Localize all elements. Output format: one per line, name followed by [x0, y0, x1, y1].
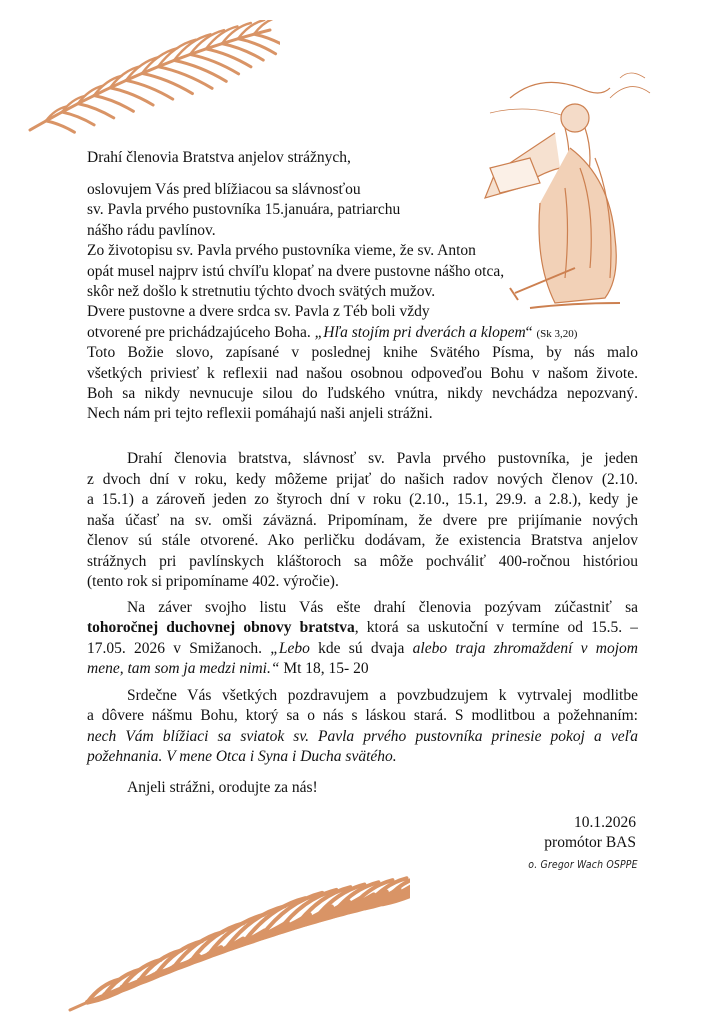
paragraph-line [87, 302, 430, 322]
paragraph-line [87, 200, 400, 220]
text: opát musel najprv istú chvíľu klopať na dvere pustovne nášho otca, [87, 262, 505, 280]
bold-text: tohoročnej duchovnej obnovy bratstva [87, 619, 355, 637]
paragraph-line [127, 449, 638, 469]
text: sv. Pavla prvého pustovníka 15.januára, patriarchu [87, 201, 401, 219]
signature: o. Gregor Wach OSPPE [528, 858, 638, 871]
paragraph-line [87, 490, 638, 510]
paragraph-line [87, 618, 638, 638]
text: všetkých priviesť k reflexii nad našou osobnou odpoveďou Bohu v našom živote. [87, 364, 638, 382]
text: “ [525, 323, 537, 341]
text: Srdečne Vás všetkých pozdravujem a povzbudzujem k vytrvalej modlitbe [127, 687, 638, 704]
letter-author-role: promótor BAS [544, 834, 636, 851]
paragraph-line [87, 262, 504, 282]
paragraph-line [87, 659, 369, 679]
text: (tento rok si pripomíname 402. výročie). [87, 573, 339, 590]
text: kde sú dvaja [309, 639, 413, 657]
italic-text: požehnania. V mene Otca i Syna i Ducha svätého. [87, 748, 397, 766]
text: Zo životopisu sv. Pavla prvého pustovníka vieme, že sv. Anton [87, 242, 476, 260]
text: 17.05. 2026 v Smižanoch. [87, 639, 271, 657]
text: Drahí členovia bratstva, slávnosť sv. Pavla prvého pustovníka, je jeden [127, 450, 638, 467]
paragraph-line [127, 778, 318, 798]
text: Mt 18, 15- 20 [279, 660, 369, 678]
palm-leaf-bottom-left-icon [40, 790, 410, 1020]
paragraph-line [127, 598, 638, 618]
paragraph-line [87, 572, 339, 592]
palm-leaf-top-left-icon [20, 20, 280, 140]
paragraph-line [87, 221, 216, 241]
text: naša účasť na sv. omši záväzná. Pripomínam, že dvere pre prijímanie nových [87, 511, 638, 529]
italic-text: alebo traja zhromaždení v mojom [412, 639, 638, 657]
text: Boh sa nikdy nevnucuje silou do ľudského vnútra, nikdy nevchádza nepozvaný. [87, 385, 638, 402]
paragraph-line [87, 241, 476, 261]
letter-date: 10.1.2026 [574, 814, 636, 831]
text: nášho rádu pavlínov. [87, 221, 216, 239]
text: a 15.1) a zároveň jeden zo štyroch dní v roku (2.10., 15.1, 29.9. a 2.8.), kedy je [87, 491, 638, 508]
text: oslovujem Vás pred blížiacou sa slávnosťou [87, 181, 361, 198]
paragraph-line [87, 180, 361, 200]
paragraph-line [87, 747, 397, 767]
reference-text: (Sk 3,20) [536, 327, 578, 340]
paragraph-line [87, 364, 638, 384]
text: Drahí členovia Bratstva anjelov strážnych, [87, 149, 351, 166]
text: Na záver svojho listu Vás ešte drahí členovia pozývam zúčastniť sa [127, 599, 638, 616]
paragraph-line [87, 531, 638, 551]
paragraph-line [87, 384, 638, 404]
italic-text: nech Vám blížiaci sa sviatok sv. Pavla prvého pustovníka prinesie pokoj a veľa [87, 727, 638, 745]
paragraph-line [87, 639, 638, 659]
paragraph-line [87, 706, 638, 726]
text: strážnych pri pavlínskych kláštoroch sa môže pochváliť 400-ročnou históriou [87, 552, 638, 570]
paragraph-line [87, 511, 638, 531]
paragraph-line [87, 282, 435, 302]
paragraph-line [87, 552, 638, 572]
paragraph-line [127, 686, 638, 706]
text: a dôvere nášmu Bohu, ktorý sa o nás s láskou stará. S modlitbou a požehnaním: [87, 707, 638, 725]
paragraph-line [87, 470, 638, 490]
text: Nech nám pri tejto reflexii pomáhajú naši anjeli strážni. [87, 405, 433, 423]
paragraph-line [87, 404, 433, 424]
text: , ktorá sa uskutoční v termíne od 15.5. – [354, 619, 638, 637]
text: Toto Božie slovo, zapísané v poslednej knihe Svätého Písma, by nás malo [87, 344, 638, 362]
text: z dvoch dní v roku, kedy môžeme prijať do našich radov nových členov (2.10. [87, 470, 638, 488]
italic-text: mene, tam som ja medzi nimi.“ [87, 660, 280, 678]
paragraph-line [87, 343, 638, 363]
greeting-line [87, 148, 351, 168]
text: členov sú stále otvorené. Ako perličku dodávam, že existencia Bratstva anjelov [87, 532, 638, 549]
italic-text: „Hľa stojím pri dverách a klopem [314, 323, 526, 341]
text: Anjeli strážni, orodujte za nás! [127, 779, 318, 796]
italic-text: „Lebo [270, 639, 310, 657]
text: otvorené pre prichádzajúceho Boha. [87, 323, 315, 341]
text: Dvere pustovne a dvere srdca sv. Pavla z Téb boli vždy [87, 303, 430, 321]
paragraph-line [87, 727, 638, 747]
paragraph-line [87, 323, 577, 343]
text: skôr než došlo k stretnutiu týchto dvoch svätých mužov. [87, 283, 436, 300]
